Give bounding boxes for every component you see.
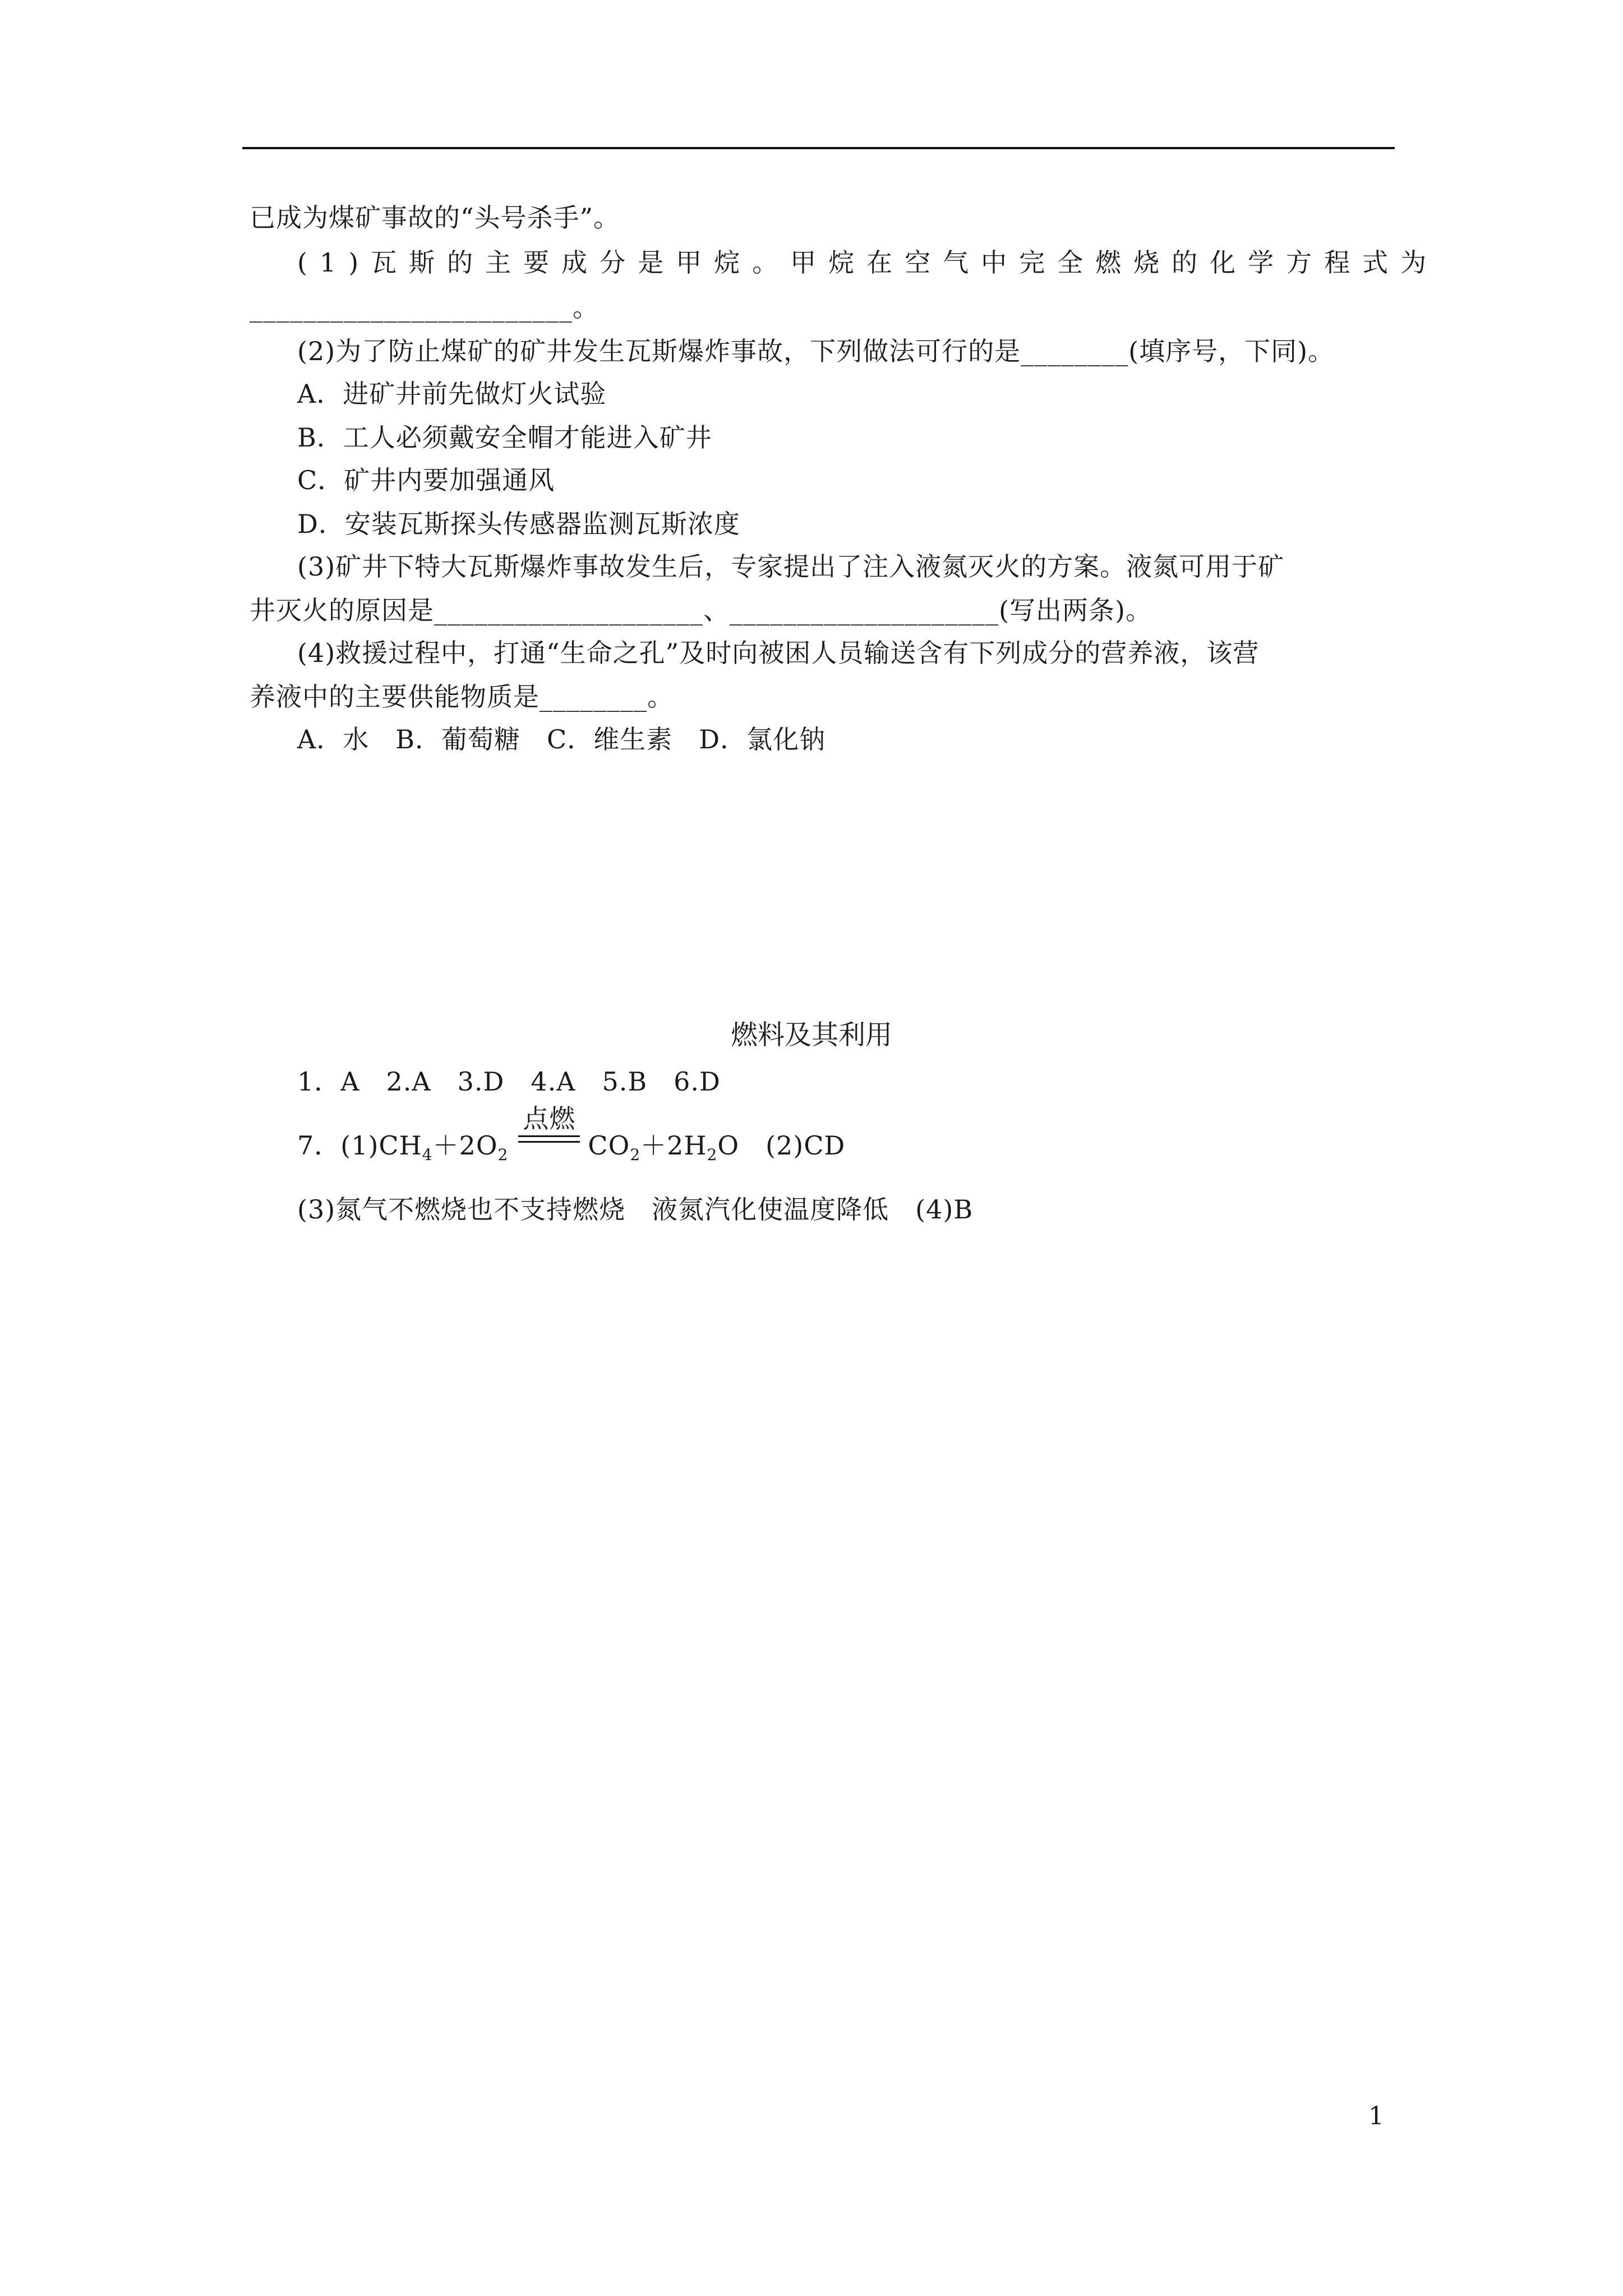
equation-plus-o2: ＋2O bbox=[432, 1130, 498, 1161]
reaction-equals-sign bbox=[518, 1103, 580, 1157]
question-4-line-2: 养液中的主要供能物质是________。 bbox=[250, 682, 674, 712]
equation-subscript-co2: 2 bbox=[630, 1145, 641, 1164]
question-2-text: (2)为了防止煤矿的矿井发生瓦斯爆炸事故，下列做法可行的是________(填序号，下同)。 bbox=[297, 336, 1335, 366]
answers-line-2-equation bbox=[297, 1103, 846, 1172]
question-2-option-a: A．进矿井前先做灯火试验 bbox=[297, 379, 607, 409]
answers-title: 燃料及其利用 bbox=[730, 1019, 892, 1051]
page-number: 1 bbox=[1368, 2102, 1384, 2131]
answers-line-3: (3)氮气不燃烧也不支持燃烧 液氮汽化使温度降低 (4)B bbox=[297, 1194, 974, 1225]
reaction-condition: 点燃 bbox=[523, 1103, 576, 1134]
equation-prefix: 7．(1)CH bbox=[297, 1130, 422, 1161]
question-2-option-b: B．工人必须戴安全帽才能进入矿井 bbox=[297, 422, 712, 453]
question-4-options: A．水 B．葡萄糖 C．维生素 D．氯化钠 bbox=[297, 724, 826, 754]
equation-subscript-o2: 2 bbox=[497, 1145, 509, 1164]
equation-suffix: O (2)CD bbox=[717, 1130, 846, 1161]
question-2-option-c: C．矿井内要加强通风 bbox=[297, 465, 555, 495]
question-3-line-2: 井灭火的原因是____________________、____________________(写出两条)。 bbox=[250, 595, 1152, 625]
header-rule bbox=[242, 147, 1395, 149]
equation-subscript-h2o: 2 bbox=[707, 1145, 718, 1164]
equation-co2: CO bbox=[588, 1130, 630, 1161]
answers-line-1: 1．A 2.A 3.D 4.A 5.B 6.D bbox=[297, 1066, 721, 1097]
continued-text: 已成为煤矿事故的“头号杀手”。 bbox=[250, 203, 620, 233]
question-3-line-1: (3)矿井下特大瓦斯爆炸事故发生后，专家提出了注入液氮灭火的方案。液氮可用于矿 bbox=[297, 551, 1285, 582]
question-1-blank: ________________________。 bbox=[250, 292, 599, 323]
question-4-line-1: (4)救援过程中，打通“生命之孔”及时向被困人员输送含有下列成分的营养液，该营 bbox=[297, 638, 1260, 668]
equation-subscript-ch4: 4 bbox=[422, 1145, 433, 1164]
question-1-text: (1)瓦斯的主要成分是甲烷。甲烷在空气中完全燃烧的化学方程式为 bbox=[297, 247, 1439, 278]
equation-plus-h2o: ＋2H bbox=[640, 1130, 707, 1161]
question-2-option-d: D．安装瓦斯探头传感器监测瓦斯浓度 bbox=[297, 509, 740, 539]
